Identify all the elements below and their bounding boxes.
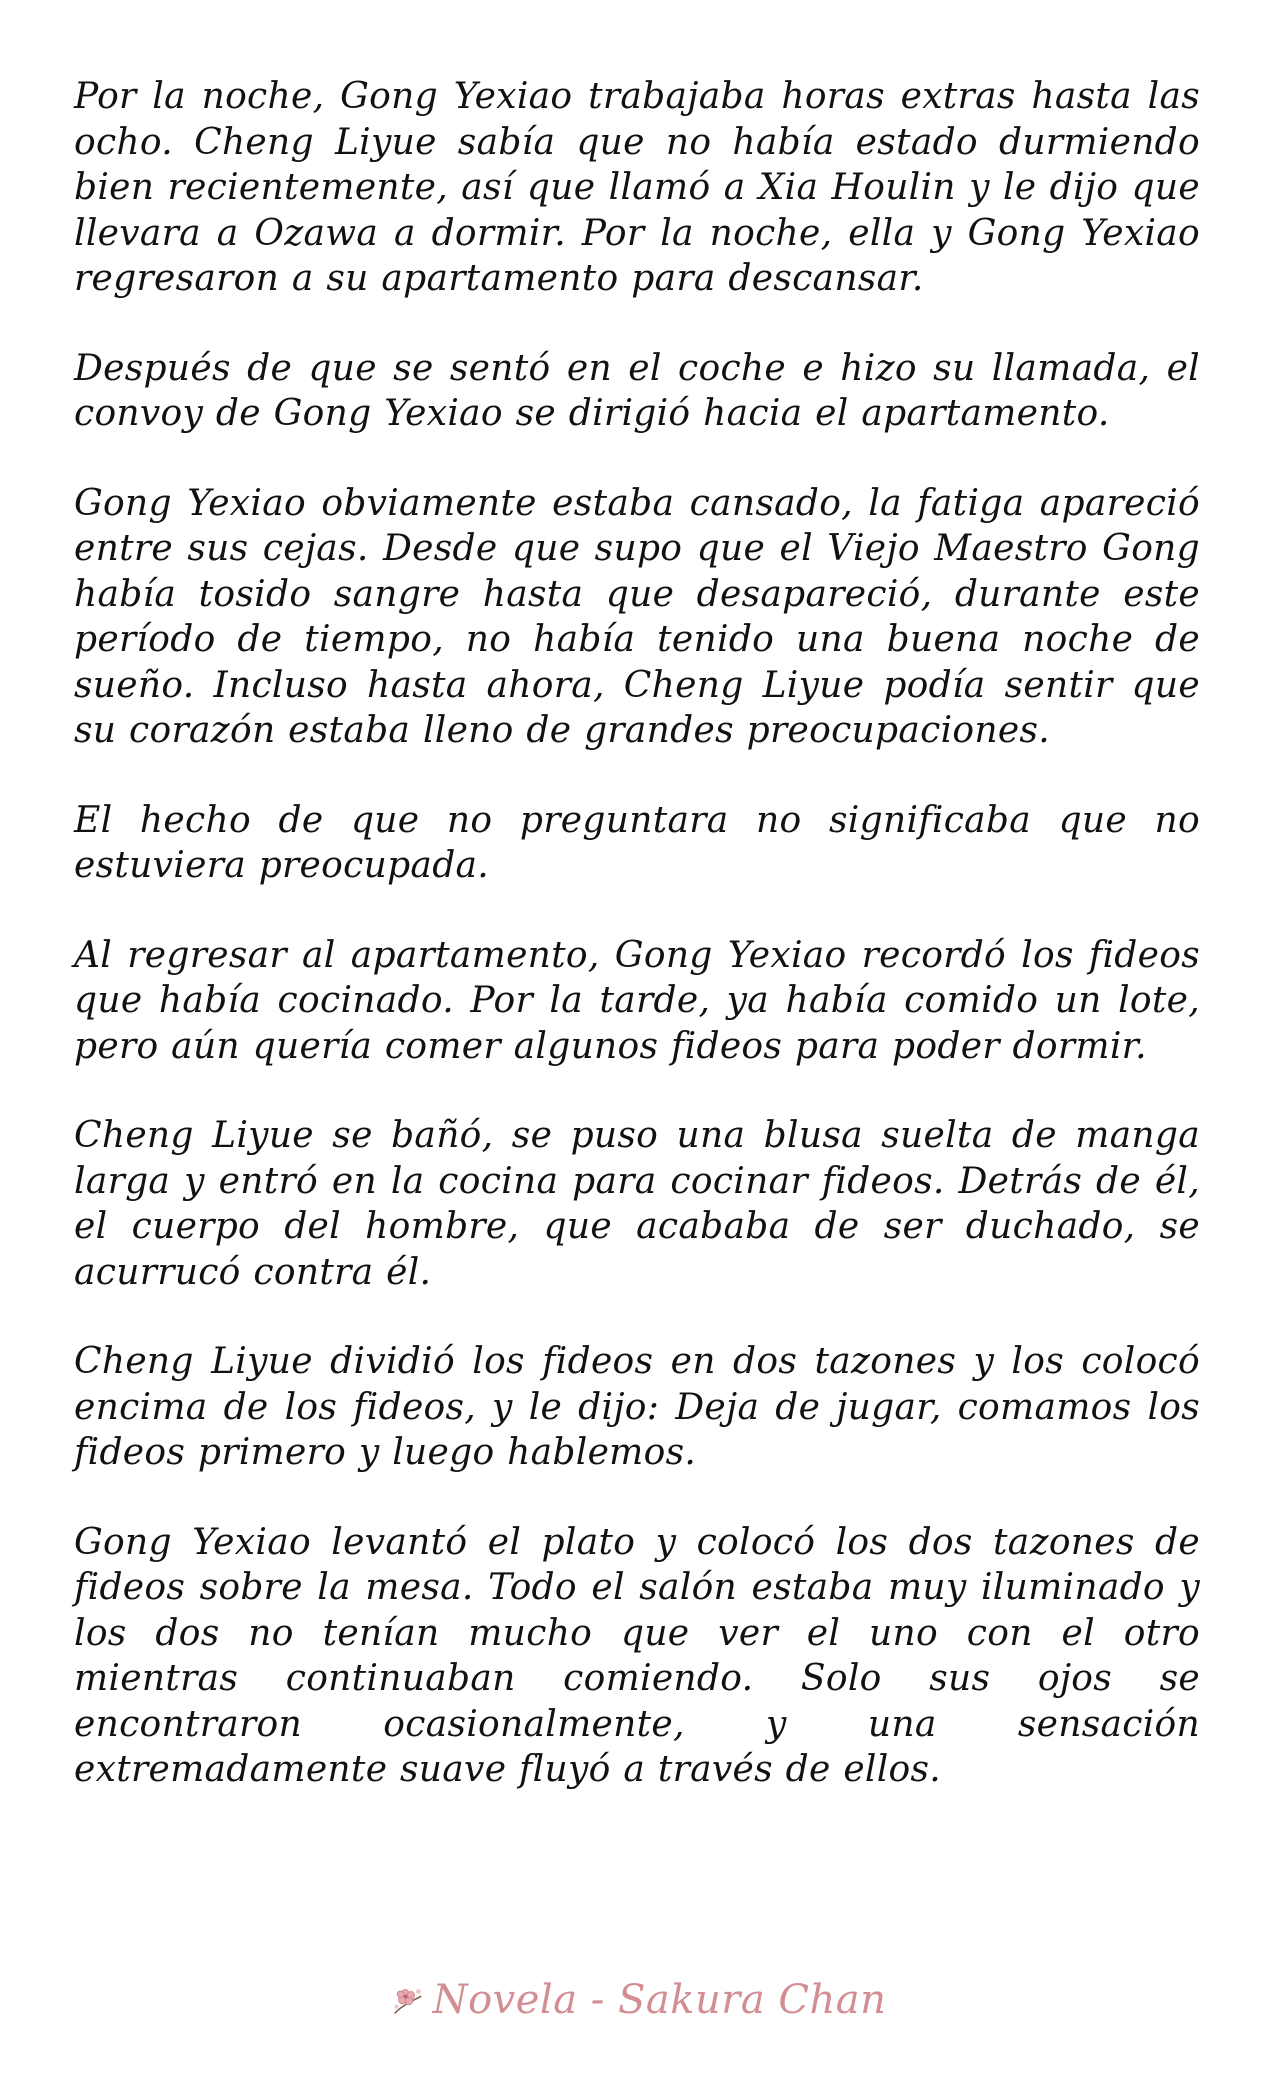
paragraph: Por la noche, Gong Yexiao trabajaba horas extras hasta las ocho. Cheng Liyue sabía que no había estado durmiendo bien recientemente, así que llamó a Xia Houlin y le dijo que llevara a Ozawa a dormir. Por la noche, ella y Gong Yexiao regresaron a su apartamento para descansar.	[74, 76, 1200, 299]
paragraph: Después de que se sentó en el coche e hizo su llamada, el convoy de Gong Yexiao se dirigió hacia el apartamento.	[74, 347, 1200, 434]
watermark-text: Novela - Sakura Chan	[432, 1977, 887, 2023]
paragraph: El hecho de que no preguntara no significaba que no estuviera preocupada.	[74, 799, 1200, 886]
paragraph: Gong Yexiao obviamente estaba cansado, la fatiga apareció entre sus cejas. Desde que supo que el Viejo Maestro Gong había tosido sangre hasta que desapareció, durante este período de tiempo, no había tenido una buena noche de sueño. Incluso hasta ahora, Cheng Liyue podía sentir que su corazón estaba lleno de grandes preocupaciones.	[74, 482, 1200, 751]
watermark	[0, 1976, 1275, 2024]
chapter-text	[74, 74, 1200, 1837]
paragraph: Cheng Liyue dividió los fideos en dos tazones y los colocó encima de los fideos, y le dijo: Deja de jugar, comamos los fideos primero y luego hablemos.	[74, 1341, 1200, 1473]
paragraph: Gong Yexiao levantó el plato y colocó los dos tazones de fideos sobre la mesa. Todo el salón estaba muy iluminado y los dos no tenían mucho que ver el uno con el otro mientras continuaban comiendo. Solo sus ojos se encontraron ocasionalmente, y una sensación extremadamente suave fluyó a través de ellos.	[74, 1521, 1200, 1790]
paragraph: Al regresar al apartamento, Gong Yexiao recordó los fideos que había cocinado. Por la tarde, ya había comido un lote, pero aún quería comer algunos fideos para poder dormir.	[74, 934, 1200, 1067]
cherry-blossom-icon	[389, 1981, 427, 2019]
paragraph: Cheng Liyue se bañó, se puso una blusa suelta de manga larga y entró en la cocina para cocinar fideos. Detrás de él, el cuerpo del hombre, que acababa de ser duchado, se acurrucó contra él.	[74, 1115, 1200, 1293]
